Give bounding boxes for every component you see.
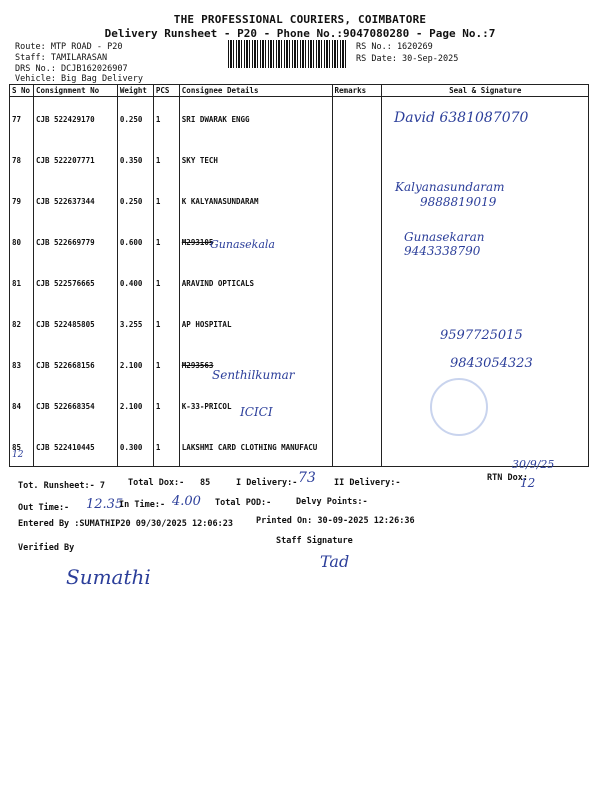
cell-remarks [332,220,382,261]
cell-sno: 78 [10,138,34,179]
col-remarks: Remarks [332,85,382,97]
col-seal: Seal & Signature [382,85,589,97]
cell-pcs: 1 [153,138,179,179]
table-row [10,384,589,425]
cell-sno: 79 [10,179,34,220]
cell-consignee: AP HOSPITAL [179,302,332,343]
cell-consignment: CJB 522410445 [33,425,117,467]
cell-consignee: M293563 [179,343,332,384]
ii-delivery-label: II Delivery:- [334,478,401,488]
in-time-label: In Time:- [119,500,166,510]
total-dox-value: 85 [200,478,211,488]
cell-consignee: SRI DWARAK ENGG [179,97,332,139]
cell-sno: 82 [10,302,34,343]
company-title: THE PROFESSIONAL COURIERS, COIMBATORE [173,13,427,26]
cell-remarks [332,138,382,179]
route-label: Route: MTP ROAD - P20 [15,42,123,52]
rtn-dox-label: RTN Dox: [487,473,528,483]
cell-sno: 81 [10,261,34,302]
cell-pcs: 1 [153,343,179,384]
cell-pcs: 1 [153,261,179,302]
printed-on: Printed On: 30-09-2025 12:26:36 [256,516,415,526]
cell-consignment: CJB 522637344 [33,179,117,220]
phone-row80: 9443338790 [404,244,481,258]
col-consignee: Consignee Details [179,85,332,97]
phone-row79: 9888819019 [420,195,497,209]
cell-sno: 77 [10,97,34,139]
cell-consignee: K-33-PRICOL [179,384,332,425]
name-row80: Gunasekala [210,238,275,251]
cell-consignment: CJB 522485805 [33,302,117,343]
col-weight: Weight [117,85,153,97]
cell-consignment: CJB 522576665 [33,261,117,302]
phone-row83: 9843054323 [450,356,533,371]
runsheet-table [9,84,589,467]
table-header-row [10,85,589,97]
col-sno: S No [10,85,34,97]
date-row85: 30/9/25 [512,458,555,471]
total-dox-label: Total Dox:- [128,478,185,488]
rtn-dox-value: 12 [520,476,536,490]
cell-sno: 80 [10,220,34,261]
col-pcs: PCS [153,85,179,97]
i-delivery-value: 73 [298,470,316,486]
verified-signature: Sumathi [66,565,151,589]
cell-sno: 84 [10,384,34,425]
cell-weight: 0.250 [117,179,153,220]
cell-weight: 0.600 [117,220,153,261]
table-row [10,425,589,467]
cell-sno: 83 [10,343,34,384]
cell-consignment: CJB 522669779 [33,220,117,261]
cell-remarks [332,261,382,302]
name-row83: Senthilkumar [212,368,295,382]
table-row [10,220,589,261]
name-row84: ICICI [240,405,273,419]
staff-signature: Tad [320,552,350,571]
cell-pcs: 1 [153,179,179,220]
cell-seal [382,261,589,302]
barcode-image [228,40,348,68]
in-time-value: 4.00 [172,494,201,509]
cell-weight: 2.100 [117,384,153,425]
runsheet-subtitle: Delivery Runsheet - P20 - Phone No.:9047080280 - Page No.:7 [104,27,496,40]
cell-pcs: 1 [153,302,179,343]
cell-seal [382,138,589,179]
cell-remarks [332,179,382,220]
signature-row80: Gunasekaran [404,230,485,244]
cell-consignment: CJB 522207771 [33,138,117,179]
cell-remarks [332,97,382,139]
cell-remarks [332,343,382,384]
table-row [10,261,589,302]
side-note-row85: 12 [12,450,24,460]
cell-weight: 0.400 [117,261,153,302]
cell-pcs: 1 [153,97,179,139]
cell-consignee: SKY TECH [179,138,332,179]
cell-consignee: LAKSHMI CARD CLOTHING MANUFACU [179,425,332,467]
cell-consignee: M293105 [179,220,332,261]
cell-consignment: CJB 522668156 [33,343,117,384]
i-delivery-label: I Delivery:- [236,478,298,488]
cell-remarks [332,384,382,425]
cell-weight: 3.255 [117,302,153,343]
out-time-label: Out Time:- [18,503,70,513]
total-pod-label: Total POD:- [215,498,272,508]
cell-consignment: CJB 522668354 [33,384,117,425]
cell-remarks [332,302,382,343]
company-seal [430,378,488,436]
cell-pcs: 1 [153,384,179,425]
cell-sno: 85 [10,425,34,467]
staff-label: Staff: TAMILARASAN [15,53,108,63]
vehicle-label: Vehicle: Big Bag Delivery [15,74,143,84]
cell-weight: 2.100 [117,343,153,384]
phone-row82: 9597725015 [440,328,523,343]
rs-date: RS Date: 30-Sep-2025 [356,54,459,64]
drs-label: DRS No.: DCJB162026907 [15,64,128,74]
col-consignment: Consignment No [33,85,117,97]
rs-number: RS No.: 1620269 [356,42,433,52]
cell-weight: 0.350 [117,138,153,179]
tot-runsheet: Tot. Runsheet:- 7 [18,481,105,491]
out-time-value: 12.35 [86,497,124,512]
signature-row77: David 6381087070 [394,110,529,126]
delvy-points-label: Delvy Points:- [296,497,368,507]
cell-pcs: 1 [153,220,179,261]
cell-weight: 0.250 [117,97,153,139]
cell-consignment: CJB 522429170 [33,97,117,139]
cell-pcs: 1 [153,425,179,467]
staff-signature-label: Staff Signature [276,536,353,546]
signature-row79: Kalyanasundaram [395,180,505,194]
entered-by: Entered By :SUMATHIP20 09/30/2025 12:06:23 [18,519,233,529]
cell-weight: 0.300 [117,425,153,467]
cell-seal [382,425,589,467]
table-row [10,138,589,179]
verified-by-label: Verified By [18,543,75,553]
cell-consignee: K KALYANASUNDARAM [179,179,332,220]
cell-remarks [332,425,382,467]
cell-consignee: ARAVIND OPTICALS [179,261,332,302]
